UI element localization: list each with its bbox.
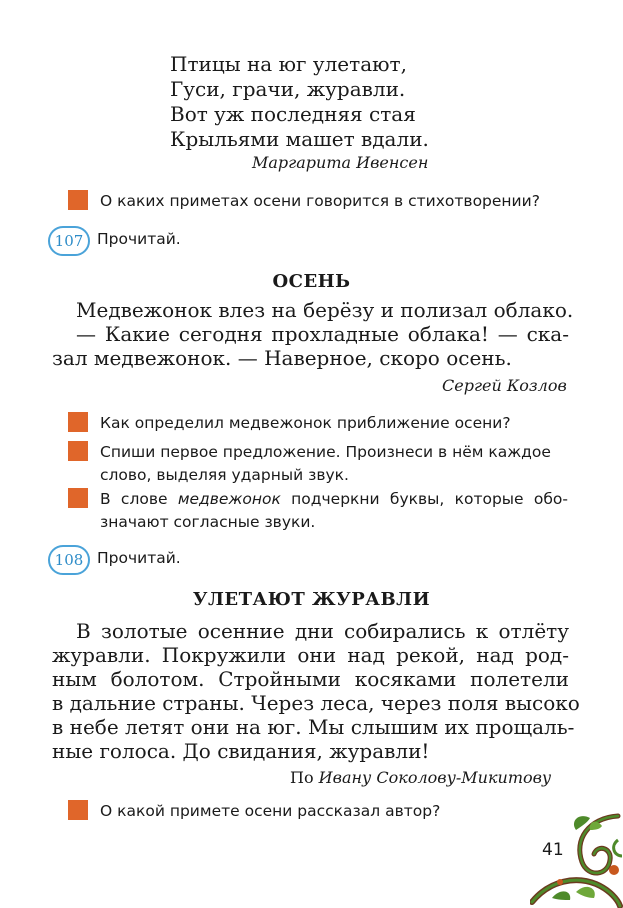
story-title: УЛЕТАЮТ ЖУРАВЛИ bbox=[192, 589, 431, 610]
story-author: Сергей Козлов bbox=[442, 376, 567, 395]
task-text: Как определил медвежонок приближение осени? bbox=[100, 414, 511, 432]
story-line: зал медвежонок. — Наверное, скоро осень. bbox=[52, 346, 512, 370]
task-text: О какой примете осени рассказал автор? bbox=[100, 802, 441, 820]
story-text bbox=[52, 619, 580, 763]
task-item bbox=[68, 190, 540, 213]
author-prefix: По bbox=[290, 768, 319, 787]
story-author bbox=[290, 768, 551, 787]
story-text bbox=[52, 298, 574, 370]
task-item bbox=[68, 488, 568, 534]
task-text bbox=[100, 488, 568, 534]
task-item bbox=[68, 800, 440, 823]
story-line: — Какие сегодня прохладные облака! — ска- bbox=[76, 322, 569, 346]
task-marker-icon bbox=[68, 412, 88, 432]
poem bbox=[170, 52, 429, 152]
page-number: 41 bbox=[542, 840, 564, 860]
story-line: в дальние страны. Через леса, через поля высоко bbox=[52, 691, 580, 715]
ornament-icon bbox=[530, 810, 623, 908]
task-text-part: В слове bbox=[100, 490, 178, 508]
task-text-line bbox=[100, 488, 568, 511]
poem-line: Крыльями машет вдали. bbox=[170, 127, 429, 151]
exercise-instruction: Прочитай. bbox=[97, 549, 181, 567]
poem-line: Гуси, грачи, журавли. bbox=[170, 77, 406, 101]
task-item bbox=[68, 412, 511, 435]
task-text-line: значают согласные звуки. bbox=[100, 513, 316, 531]
story-line: журавли. Покружили они над рекой, над род- bbox=[52, 643, 569, 667]
story-line: В золотые осенние дни собирались к отлёту bbox=[76, 619, 569, 643]
task-item bbox=[68, 441, 551, 487]
exercise-number: 107 bbox=[48, 226, 90, 256]
poem-line: Вот уж последняя стая bbox=[170, 102, 416, 126]
story-title: ОСЕНЬ bbox=[272, 271, 351, 292]
exercise-instruction: Прочитай. bbox=[97, 230, 181, 248]
task-marker-icon bbox=[68, 800, 88, 820]
story-line: в небе летят они на юг. Мы слышим их прощаль- bbox=[52, 715, 575, 739]
exercise-number: 108 bbox=[48, 545, 90, 575]
task-marker-icon bbox=[68, 488, 88, 508]
story-line: Медвежонок влез на берёзу и полизал облако. bbox=[76, 298, 574, 322]
story-line: ные голоса. До свидания, журавли! bbox=[52, 739, 430, 763]
poem-author: Маргарита Ивенсен bbox=[252, 153, 429, 172]
task-key-word: медвежонок bbox=[177, 490, 281, 508]
task-text bbox=[100, 441, 551, 487]
author-name: Ивану Соколову-Микитову bbox=[318, 768, 552, 787]
task-text: О каких приметах осени говорится в стихотворении? bbox=[100, 192, 540, 210]
task-text-line: Спиши первое предложение. Произнеси в нём каждое bbox=[100, 443, 551, 461]
task-marker-icon bbox=[68, 441, 88, 461]
poem-line: Птицы на юг улетают, bbox=[170, 52, 407, 76]
task-text-part: подчеркни буквы, которые обо- bbox=[280, 490, 568, 508]
task-marker-icon bbox=[68, 190, 88, 210]
story-line: ным болотом. Стройными косяками полетели bbox=[52, 667, 569, 691]
task-text-line: слово, выделяя ударный звук. bbox=[100, 466, 349, 484]
